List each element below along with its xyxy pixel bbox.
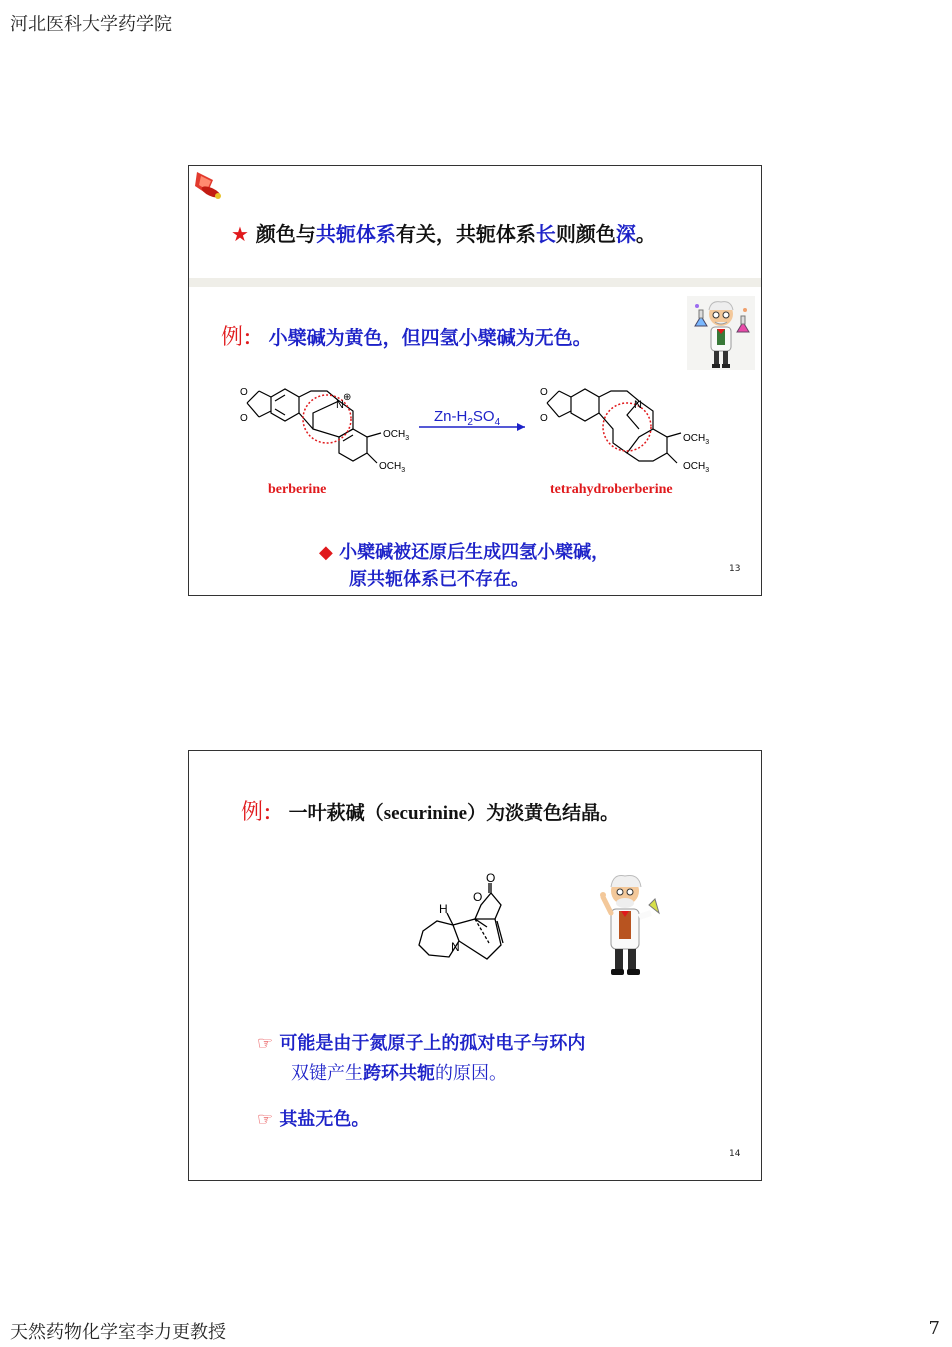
professor-illustration [597,873,661,977]
slide-14-bullet-2: ☞ 其盐无色。 [257,1109,370,1130]
slide-14-bullet-1: ☞ 可能是由于氮原子上的孤对电子与环内 [257,1033,586,1054]
methoxy-label: $OCH_3$ [379,461,406,474]
slide-number: 13 [729,564,741,574]
pointing-hand-icon: ☞ [257,1109,274,1130]
divider-band [189,278,761,287]
tetrahydroberberine-structure [547,389,681,463]
ring-highlight-circle [603,403,651,451]
diamond-bullet-icon: ◆ [319,542,333,563]
page-header: 河北医科大学药学院 [10,14,172,35]
slide-14-bullet-1-line2: 双键产生跨环共轭的原因。 [291,1063,507,1084]
oxygen-label: O [240,387,248,398]
pointing-hand-icon: ☞ [257,1033,274,1054]
slide-13-note: ◆ 小檗碱被还原后生成四氢小檗碱， [319,542,610,563]
berberine-structure [247,389,381,463]
carbonyl-oxygen-label: O [486,873,496,885]
oxygen-label: O [240,413,248,424]
methoxy-label: $OCH_3$ [383,429,410,442]
tetrahydroberberine-name: tetrahydroberberine [550,482,673,497]
page-footer: 天然药物化学室李力更教授 [10,1322,226,1343]
nitrogen-label: N [336,399,344,411]
slide-13-note-line2: 原共轭体系已不存在。 [349,569,529,590]
slide-13-title: ★ 颜色与共轭体系有关，共轭体系长则颜色深。 [231,222,656,246]
bell-icon [191,168,225,202]
reagent-label: $Zn-H_2SO_4$ [434,408,501,428]
slide-number: 14 [729,1149,741,1159]
methoxy-label: $OCH_3$ [683,461,710,474]
scientist-illustration [687,296,755,370]
slide-14 [188,750,762,1181]
oxygen-label: O [540,413,548,424]
positive-charge-icon: ⊕ [343,392,352,403]
slide-14-example: 例： 一叶萩碱（securinine）为淡黄色结晶。 [241,800,620,825]
slide-13-example: 例： 小檗碱为黄色，但四氢小檗碱为无色。 [221,325,592,350]
oxygen-label: O [540,387,548,398]
securinine-structure [409,873,529,985]
ring-oxygen-label: O [473,890,483,904]
star-icon: ★ [231,222,249,246]
methoxy-label: $OCH_3$ [683,433,710,446]
slide-13 [188,165,762,596]
page-number: 7 [928,1318,940,1339]
hydrogen-label: H [439,902,448,916]
nitrogen-label: N [634,399,642,411]
berberine-name: berberine [268,482,327,497]
reaction-arrowhead [517,423,525,431]
nitrogen-label: N [451,940,460,954]
